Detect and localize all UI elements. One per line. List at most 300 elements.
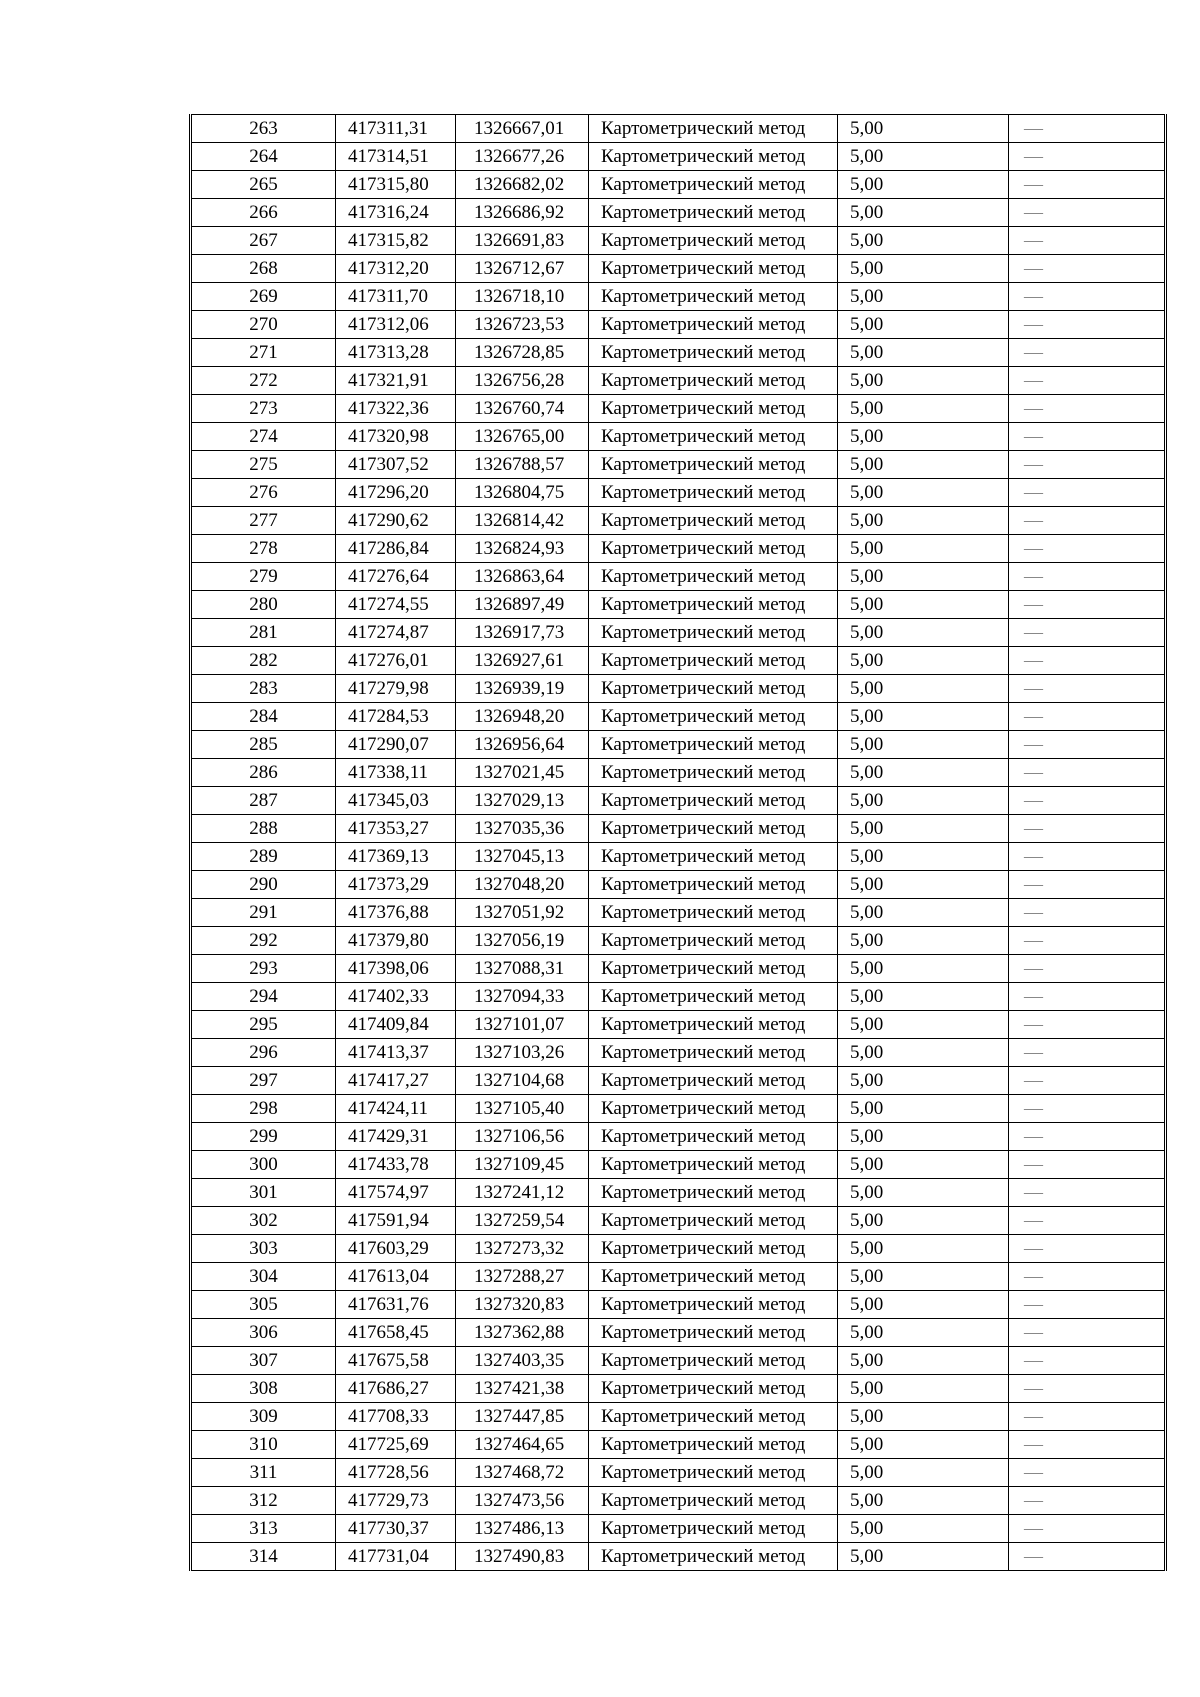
table-row xyxy=(191,1347,1166,1375)
table-row xyxy=(191,955,1166,983)
method-cell: Картометрический метод xyxy=(589,1375,838,1403)
note-cell: — xyxy=(1009,1291,1166,1319)
x-coordinate-cell: 417274,55 xyxy=(336,591,456,619)
point-number-cell: 275 xyxy=(191,451,336,479)
x-coordinate-cell: 417276,64 xyxy=(336,563,456,591)
x-coordinate-cell: 417276,01 xyxy=(336,647,456,675)
table-row xyxy=(191,1515,1166,1543)
point-number-cell: 286 xyxy=(191,759,336,787)
point-number-cell: 284 xyxy=(191,703,336,731)
point-number-cell: 277 xyxy=(191,507,336,535)
note-cell: — xyxy=(1009,1347,1166,1375)
method-cell: Картометрический метод xyxy=(589,479,838,507)
x-coordinate-cell: 417311,70 xyxy=(336,283,456,311)
y-coordinate-cell: 1326686,92 xyxy=(456,199,589,227)
precision-cell: 5,00 xyxy=(838,787,1009,815)
table-row xyxy=(191,171,1166,199)
note-cell: — xyxy=(1009,1375,1166,1403)
precision-cell: 5,00 xyxy=(838,815,1009,843)
method-cell: Картометрический метод xyxy=(589,1067,838,1095)
note-cell: — xyxy=(1009,255,1166,283)
table-row xyxy=(191,619,1166,647)
y-coordinate-cell: 1326682,02 xyxy=(456,171,589,199)
x-coordinate-cell: 417312,20 xyxy=(336,255,456,283)
precision-cell: 5,00 xyxy=(838,1179,1009,1207)
x-coordinate-cell: 417728,56 xyxy=(336,1459,456,1487)
precision-cell: 5,00 xyxy=(838,339,1009,367)
x-coordinate-cell: 417433,78 xyxy=(336,1151,456,1179)
method-cell: Картометрический метод xyxy=(589,1039,838,1067)
note-cell: — xyxy=(1009,591,1166,619)
precision-cell: 5,00 xyxy=(838,1095,1009,1123)
table-row xyxy=(191,731,1166,759)
table-row xyxy=(191,1431,1166,1459)
precision-cell: 5,00 xyxy=(838,1375,1009,1403)
table-row xyxy=(191,479,1166,507)
y-coordinate-cell: 1326788,57 xyxy=(456,451,589,479)
method-cell: Картометрический метод xyxy=(589,255,838,283)
method-cell: Картометрический метод xyxy=(589,1403,838,1431)
x-coordinate-cell: 417316,24 xyxy=(336,199,456,227)
point-number-cell: 270 xyxy=(191,311,336,339)
method-cell: Картометрический метод xyxy=(589,759,838,787)
method-cell: Картометрический метод xyxy=(589,283,838,311)
point-number-cell: 306 xyxy=(191,1319,336,1347)
table-row xyxy=(191,1067,1166,1095)
y-coordinate-cell: 1327447,85 xyxy=(456,1403,589,1431)
method-cell: Картометрический метод xyxy=(589,1291,838,1319)
method-cell: Картометрический метод xyxy=(589,1487,838,1515)
note-cell: — xyxy=(1009,871,1166,899)
point-number-cell: 301 xyxy=(191,1179,336,1207)
x-coordinate-cell: 417314,51 xyxy=(336,143,456,171)
note-cell: — xyxy=(1009,843,1166,871)
method-cell: Картометрический метод xyxy=(589,647,838,675)
x-coordinate-cell: 417613,04 xyxy=(336,1263,456,1291)
x-coordinate-cell: 417279,98 xyxy=(336,675,456,703)
method-cell: Картометрический метод xyxy=(589,1207,838,1235)
method-cell: Картометрический метод xyxy=(589,983,838,1011)
y-coordinate-cell: 1326897,49 xyxy=(456,591,589,619)
y-coordinate-cell: 1326760,74 xyxy=(456,395,589,423)
precision-cell: 5,00 xyxy=(838,675,1009,703)
point-number-cell: 305 xyxy=(191,1291,336,1319)
method-cell: Картометрический метод xyxy=(589,1235,838,1263)
y-coordinate-cell: 1326691,83 xyxy=(456,227,589,255)
point-number-cell: 307 xyxy=(191,1347,336,1375)
method-cell: Картометрический метод xyxy=(589,675,838,703)
point-number-cell: 303 xyxy=(191,1235,336,1263)
point-number-cell: 280 xyxy=(191,591,336,619)
x-coordinate-cell: 417274,87 xyxy=(336,619,456,647)
note-cell: — xyxy=(1009,983,1166,1011)
x-coordinate-cell: 417729,73 xyxy=(336,1487,456,1515)
precision-cell: 5,00 xyxy=(838,871,1009,899)
precision-cell: 5,00 xyxy=(838,171,1009,199)
y-coordinate-cell: 1327320,83 xyxy=(456,1291,589,1319)
point-number-cell: 271 xyxy=(191,339,336,367)
point-number-cell: 298 xyxy=(191,1095,336,1123)
table-row xyxy=(191,143,1166,171)
point-number-cell: 273 xyxy=(191,395,336,423)
note-cell: — xyxy=(1009,787,1166,815)
precision-cell: 5,00 xyxy=(838,1123,1009,1151)
note-cell: — xyxy=(1009,1235,1166,1263)
precision-cell: 5,00 xyxy=(838,1319,1009,1347)
method-cell: Картометрический метод xyxy=(589,311,838,339)
method-cell: Картометрический метод xyxy=(589,927,838,955)
note-cell: — xyxy=(1009,367,1166,395)
point-number-cell: 264 xyxy=(191,143,336,171)
note-cell: — xyxy=(1009,647,1166,675)
point-number-cell: 291 xyxy=(191,899,336,927)
y-coordinate-cell: 1326712,67 xyxy=(456,255,589,283)
point-number-cell: 283 xyxy=(191,675,336,703)
table-row xyxy=(191,255,1166,283)
x-coordinate-cell: 417409,84 xyxy=(336,1011,456,1039)
table-row xyxy=(191,227,1166,255)
x-coordinate-cell: 417398,06 xyxy=(336,955,456,983)
note-cell: — xyxy=(1009,731,1166,759)
precision-cell: 5,00 xyxy=(838,983,1009,1011)
point-number-cell: 314 xyxy=(191,1543,336,1571)
precision-cell: 5,00 xyxy=(838,1235,1009,1263)
method-cell: Картометрический метод xyxy=(589,1151,838,1179)
table-row xyxy=(191,1039,1166,1067)
x-coordinate-cell: 417369,13 xyxy=(336,843,456,871)
x-coordinate-cell: 417320,98 xyxy=(336,423,456,451)
y-coordinate-cell: 1327029,13 xyxy=(456,787,589,815)
note-cell: — xyxy=(1009,955,1166,983)
y-coordinate-cell: 1327486,13 xyxy=(456,1515,589,1543)
precision-cell: 5,00 xyxy=(838,927,1009,955)
table-row xyxy=(191,1543,1166,1571)
table-row xyxy=(191,899,1166,927)
precision-cell: 5,00 xyxy=(838,507,1009,535)
x-coordinate-cell: 417379,80 xyxy=(336,927,456,955)
x-coordinate-cell: 417315,82 xyxy=(336,227,456,255)
y-coordinate-cell: 1327035,36 xyxy=(456,815,589,843)
method-cell: Картометрический метод xyxy=(589,1011,838,1039)
table-row xyxy=(191,1235,1166,1263)
table-row xyxy=(191,115,1166,143)
note-cell: — xyxy=(1009,423,1166,451)
y-coordinate-cell: 1327259,54 xyxy=(456,1207,589,1235)
x-coordinate-cell: 417429,31 xyxy=(336,1123,456,1151)
y-coordinate-cell: 1327273,32 xyxy=(456,1235,589,1263)
y-coordinate-cell: 1327490,83 xyxy=(456,1543,589,1571)
table-row xyxy=(191,1375,1166,1403)
precision-cell: 5,00 xyxy=(838,115,1009,143)
table-row xyxy=(191,787,1166,815)
point-number-cell: 289 xyxy=(191,843,336,871)
precision-cell: 5,00 xyxy=(838,955,1009,983)
note-cell: — xyxy=(1009,283,1166,311)
x-coordinate-cell: 417290,62 xyxy=(336,507,456,535)
precision-cell: 5,00 xyxy=(838,759,1009,787)
precision-cell: 5,00 xyxy=(838,1515,1009,1543)
point-number-cell: 281 xyxy=(191,619,336,647)
y-coordinate-cell: 1327105,40 xyxy=(456,1095,589,1123)
y-coordinate-cell: 1326765,00 xyxy=(456,423,589,451)
table-row xyxy=(191,843,1166,871)
method-cell: Картометрический метод xyxy=(589,1347,838,1375)
y-coordinate-cell: 1327106,56 xyxy=(456,1123,589,1151)
method-cell: Картометрический метод xyxy=(589,171,838,199)
table-row xyxy=(191,1179,1166,1207)
y-coordinate-cell: 1327056,19 xyxy=(456,927,589,955)
x-coordinate-cell: 417321,91 xyxy=(336,367,456,395)
y-coordinate-cell: 1327045,13 xyxy=(456,843,589,871)
point-number-cell: 274 xyxy=(191,423,336,451)
table-row xyxy=(191,1207,1166,1235)
y-coordinate-cell: 1326804,75 xyxy=(456,479,589,507)
precision-cell: 5,00 xyxy=(838,199,1009,227)
x-coordinate-cell: 417725,69 xyxy=(336,1431,456,1459)
y-coordinate-cell: 1327088,31 xyxy=(456,955,589,983)
method-cell: Картометрический метод xyxy=(589,899,838,927)
point-number-cell: 292 xyxy=(191,927,336,955)
method-cell: Картометрический метод xyxy=(589,1319,838,1347)
precision-cell: 5,00 xyxy=(838,1039,1009,1067)
point-number-cell: 297 xyxy=(191,1067,336,1095)
note-cell: — xyxy=(1009,675,1166,703)
method-cell: Картометрический метод xyxy=(589,1459,838,1487)
x-coordinate-cell: 417413,37 xyxy=(336,1039,456,1067)
method-cell: Картометрический метод xyxy=(589,367,838,395)
note-cell: — xyxy=(1009,1263,1166,1291)
note-cell: — xyxy=(1009,1543,1166,1571)
method-cell: Картометрический метод xyxy=(589,563,838,591)
precision-cell: 5,00 xyxy=(838,1151,1009,1179)
point-number-cell: 300 xyxy=(191,1151,336,1179)
method-cell: Картометрический метод xyxy=(589,1515,838,1543)
note-cell: — xyxy=(1009,927,1166,955)
y-coordinate-cell: 1326917,73 xyxy=(456,619,589,647)
x-coordinate-cell: 417345,03 xyxy=(336,787,456,815)
x-coordinate-cell: 417376,88 xyxy=(336,899,456,927)
method-cell: Картометрический метод xyxy=(589,591,838,619)
x-coordinate-cell: 417658,45 xyxy=(336,1319,456,1347)
point-number-cell: 276 xyxy=(191,479,336,507)
note-cell: — xyxy=(1009,479,1166,507)
note-cell: — xyxy=(1009,1151,1166,1179)
precision-cell: 5,00 xyxy=(838,1403,1009,1431)
table-row xyxy=(191,1263,1166,1291)
point-number-cell: 296 xyxy=(191,1039,336,1067)
y-coordinate-cell: 1326814,42 xyxy=(456,507,589,535)
note-cell: — xyxy=(1009,1487,1166,1515)
point-number-cell: 294 xyxy=(191,983,336,1011)
y-coordinate-cell: 1326723,53 xyxy=(456,311,589,339)
method-cell: Картометрический метод xyxy=(589,731,838,759)
table-row xyxy=(191,535,1166,563)
table-row xyxy=(191,983,1166,1011)
method-cell: Картометрический метод xyxy=(589,1123,838,1151)
precision-cell: 5,00 xyxy=(838,1431,1009,1459)
precision-cell: 5,00 xyxy=(838,1263,1009,1291)
note-cell: — xyxy=(1009,703,1166,731)
table-row xyxy=(191,647,1166,675)
x-coordinate-cell: 417286,84 xyxy=(336,535,456,563)
point-number-cell: 310 xyxy=(191,1431,336,1459)
table-row xyxy=(191,367,1166,395)
point-number-cell: 290 xyxy=(191,871,336,899)
method-cell: Картометрический метод xyxy=(589,619,838,647)
precision-cell: 5,00 xyxy=(838,1011,1009,1039)
x-coordinate-cell: 417296,20 xyxy=(336,479,456,507)
table-row xyxy=(191,507,1166,535)
note-cell: — xyxy=(1009,143,1166,171)
y-coordinate-cell: 1326939,19 xyxy=(456,675,589,703)
y-coordinate-cell: 1327473,56 xyxy=(456,1487,589,1515)
x-coordinate-cell: 417315,80 xyxy=(336,171,456,199)
method-cell: Картометрический метод xyxy=(589,1179,838,1207)
y-coordinate-cell: 1326728,85 xyxy=(456,339,589,367)
table-row xyxy=(191,451,1166,479)
x-coordinate-cell: 417603,29 xyxy=(336,1235,456,1263)
y-coordinate-cell: 1327094,33 xyxy=(456,983,589,1011)
note-cell: — xyxy=(1009,1207,1166,1235)
note-cell: — xyxy=(1009,1319,1166,1347)
y-coordinate-cell: 1327051,92 xyxy=(456,899,589,927)
method-cell: Картометрический метод xyxy=(589,1431,838,1459)
x-coordinate-cell: 417338,11 xyxy=(336,759,456,787)
y-coordinate-cell: 1326756,28 xyxy=(456,367,589,395)
y-coordinate-cell: 1327464,65 xyxy=(456,1431,589,1459)
note-cell: — xyxy=(1009,171,1166,199)
note-cell: — xyxy=(1009,563,1166,591)
note-cell: — xyxy=(1009,1403,1166,1431)
x-coordinate-cell: 417373,29 xyxy=(336,871,456,899)
note-cell: — xyxy=(1009,619,1166,647)
x-coordinate-cell: 417284,53 xyxy=(336,703,456,731)
table-row xyxy=(191,1011,1166,1039)
table-row xyxy=(191,1123,1166,1151)
precision-cell: 5,00 xyxy=(838,451,1009,479)
note-cell: — xyxy=(1009,507,1166,535)
y-coordinate-cell: 1326948,20 xyxy=(456,703,589,731)
table-row xyxy=(191,675,1166,703)
y-coordinate-cell: 1326677,26 xyxy=(456,143,589,171)
precision-cell: 5,00 xyxy=(838,311,1009,339)
method-cell: Картометрический метод xyxy=(589,1095,838,1123)
precision-cell: 5,00 xyxy=(838,731,1009,759)
table-row xyxy=(191,1319,1166,1347)
table-row xyxy=(191,1095,1166,1123)
point-number-cell: 293 xyxy=(191,955,336,983)
table-row xyxy=(191,395,1166,423)
x-coordinate-cell: 417731,04 xyxy=(336,1543,456,1571)
note-cell: — xyxy=(1009,199,1166,227)
point-number-cell: 302 xyxy=(191,1207,336,1235)
x-coordinate-cell: 417322,36 xyxy=(336,395,456,423)
note-cell: — xyxy=(1009,1039,1166,1067)
y-coordinate-cell: 1327421,38 xyxy=(456,1375,589,1403)
y-coordinate-cell: 1327103,26 xyxy=(456,1039,589,1067)
note-cell: — xyxy=(1009,1459,1166,1487)
note-cell: — xyxy=(1009,339,1166,367)
precision-cell: 5,00 xyxy=(838,423,1009,451)
note-cell: — xyxy=(1009,1095,1166,1123)
y-coordinate-cell: 1327048,20 xyxy=(456,871,589,899)
note-cell: — xyxy=(1009,1067,1166,1095)
table-row xyxy=(191,423,1166,451)
note-cell: — xyxy=(1009,899,1166,927)
y-coordinate-cell: 1327101,07 xyxy=(456,1011,589,1039)
point-number-cell: 309 xyxy=(191,1403,336,1431)
precision-cell: 5,00 xyxy=(838,143,1009,171)
table-row xyxy=(191,1459,1166,1487)
note-cell: — xyxy=(1009,451,1166,479)
note-cell: — xyxy=(1009,1011,1166,1039)
method-cell: Картометрический метод xyxy=(589,143,838,171)
x-coordinate-cell: 417311,31 xyxy=(336,115,456,143)
x-coordinate-cell: 417686,27 xyxy=(336,1375,456,1403)
y-coordinate-cell: 1326667,01 xyxy=(456,115,589,143)
table-row xyxy=(191,1487,1166,1515)
precision-cell: 5,00 xyxy=(838,703,1009,731)
y-coordinate-cell: 1327104,68 xyxy=(456,1067,589,1095)
precision-cell: 5,00 xyxy=(838,563,1009,591)
precision-cell: 5,00 xyxy=(838,535,1009,563)
precision-cell: 5,00 xyxy=(838,283,1009,311)
precision-cell: 5,00 xyxy=(838,255,1009,283)
table-row xyxy=(191,591,1166,619)
y-coordinate-cell: 1327403,35 xyxy=(456,1347,589,1375)
precision-cell: 5,00 xyxy=(838,843,1009,871)
y-coordinate-cell: 1326863,64 xyxy=(456,563,589,591)
table-row xyxy=(191,1403,1166,1431)
point-number-cell: 311 xyxy=(191,1459,336,1487)
point-number-cell: 266 xyxy=(191,199,336,227)
method-cell: Картометрический метод xyxy=(589,423,838,451)
point-number-cell: 278 xyxy=(191,535,336,563)
note-cell: — xyxy=(1009,1515,1166,1543)
method-cell: Картометрический метод xyxy=(589,787,838,815)
x-coordinate-cell: 417312,06 xyxy=(336,311,456,339)
x-coordinate-cell: 417313,28 xyxy=(336,339,456,367)
y-coordinate-cell: 1327362,88 xyxy=(456,1319,589,1347)
precision-cell: 5,00 xyxy=(838,227,1009,255)
note-cell: — xyxy=(1009,1179,1166,1207)
precision-cell: 5,00 xyxy=(838,899,1009,927)
point-number-cell: 269 xyxy=(191,283,336,311)
x-coordinate-cell: 417708,33 xyxy=(336,1403,456,1431)
table-row xyxy=(191,563,1166,591)
note-cell: — xyxy=(1009,395,1166,423)
precision-cell: 5,00 xyxy=(838,1347,1009,1375)
table-row xyxy=(191,1291,1166,1319)
point-number-cell: 299 xyxy=(191,1123,336,1151)
table-row xyxy=(191,339,1166,367)
table-row xyxy=(191,871,1166,899)
method-cell: Картометрический метод xyxy=(589,507,838,535)
method-cell: Картометрический метод xyxy=(589,843,838,871)
method-cell: Картометрический метод xyxy=(589,1543,838,1571)
method-cell: Картометрический метод xyxy=(589,703,838,731)
note-cell: — xyxy=(1009,815,1166,843)
note-cell: — xyxy=(1009,1123,1166,1151)
x-coordinate-cell: 417290,07 xyxy=(336,731,456,759)
table-row xyxy=(191,759,1166,787)
x-coordinate-cell: 417574,97 xyxy=(336,1179,456,1207)
x-coordinate-cell: 417353,27 xyxy=(336,815,456,843)
precision-cell: 5,00 xyxy=(838,1207,1009,1235)
precision-cell: 5,00 xyxy=(838,1543,1009,1571)
x-coordinate-cell: 417424,11 xyxy=(336,1095,456,1123)
note-cell: — xyxy=(1009,1431,1166,1459)
